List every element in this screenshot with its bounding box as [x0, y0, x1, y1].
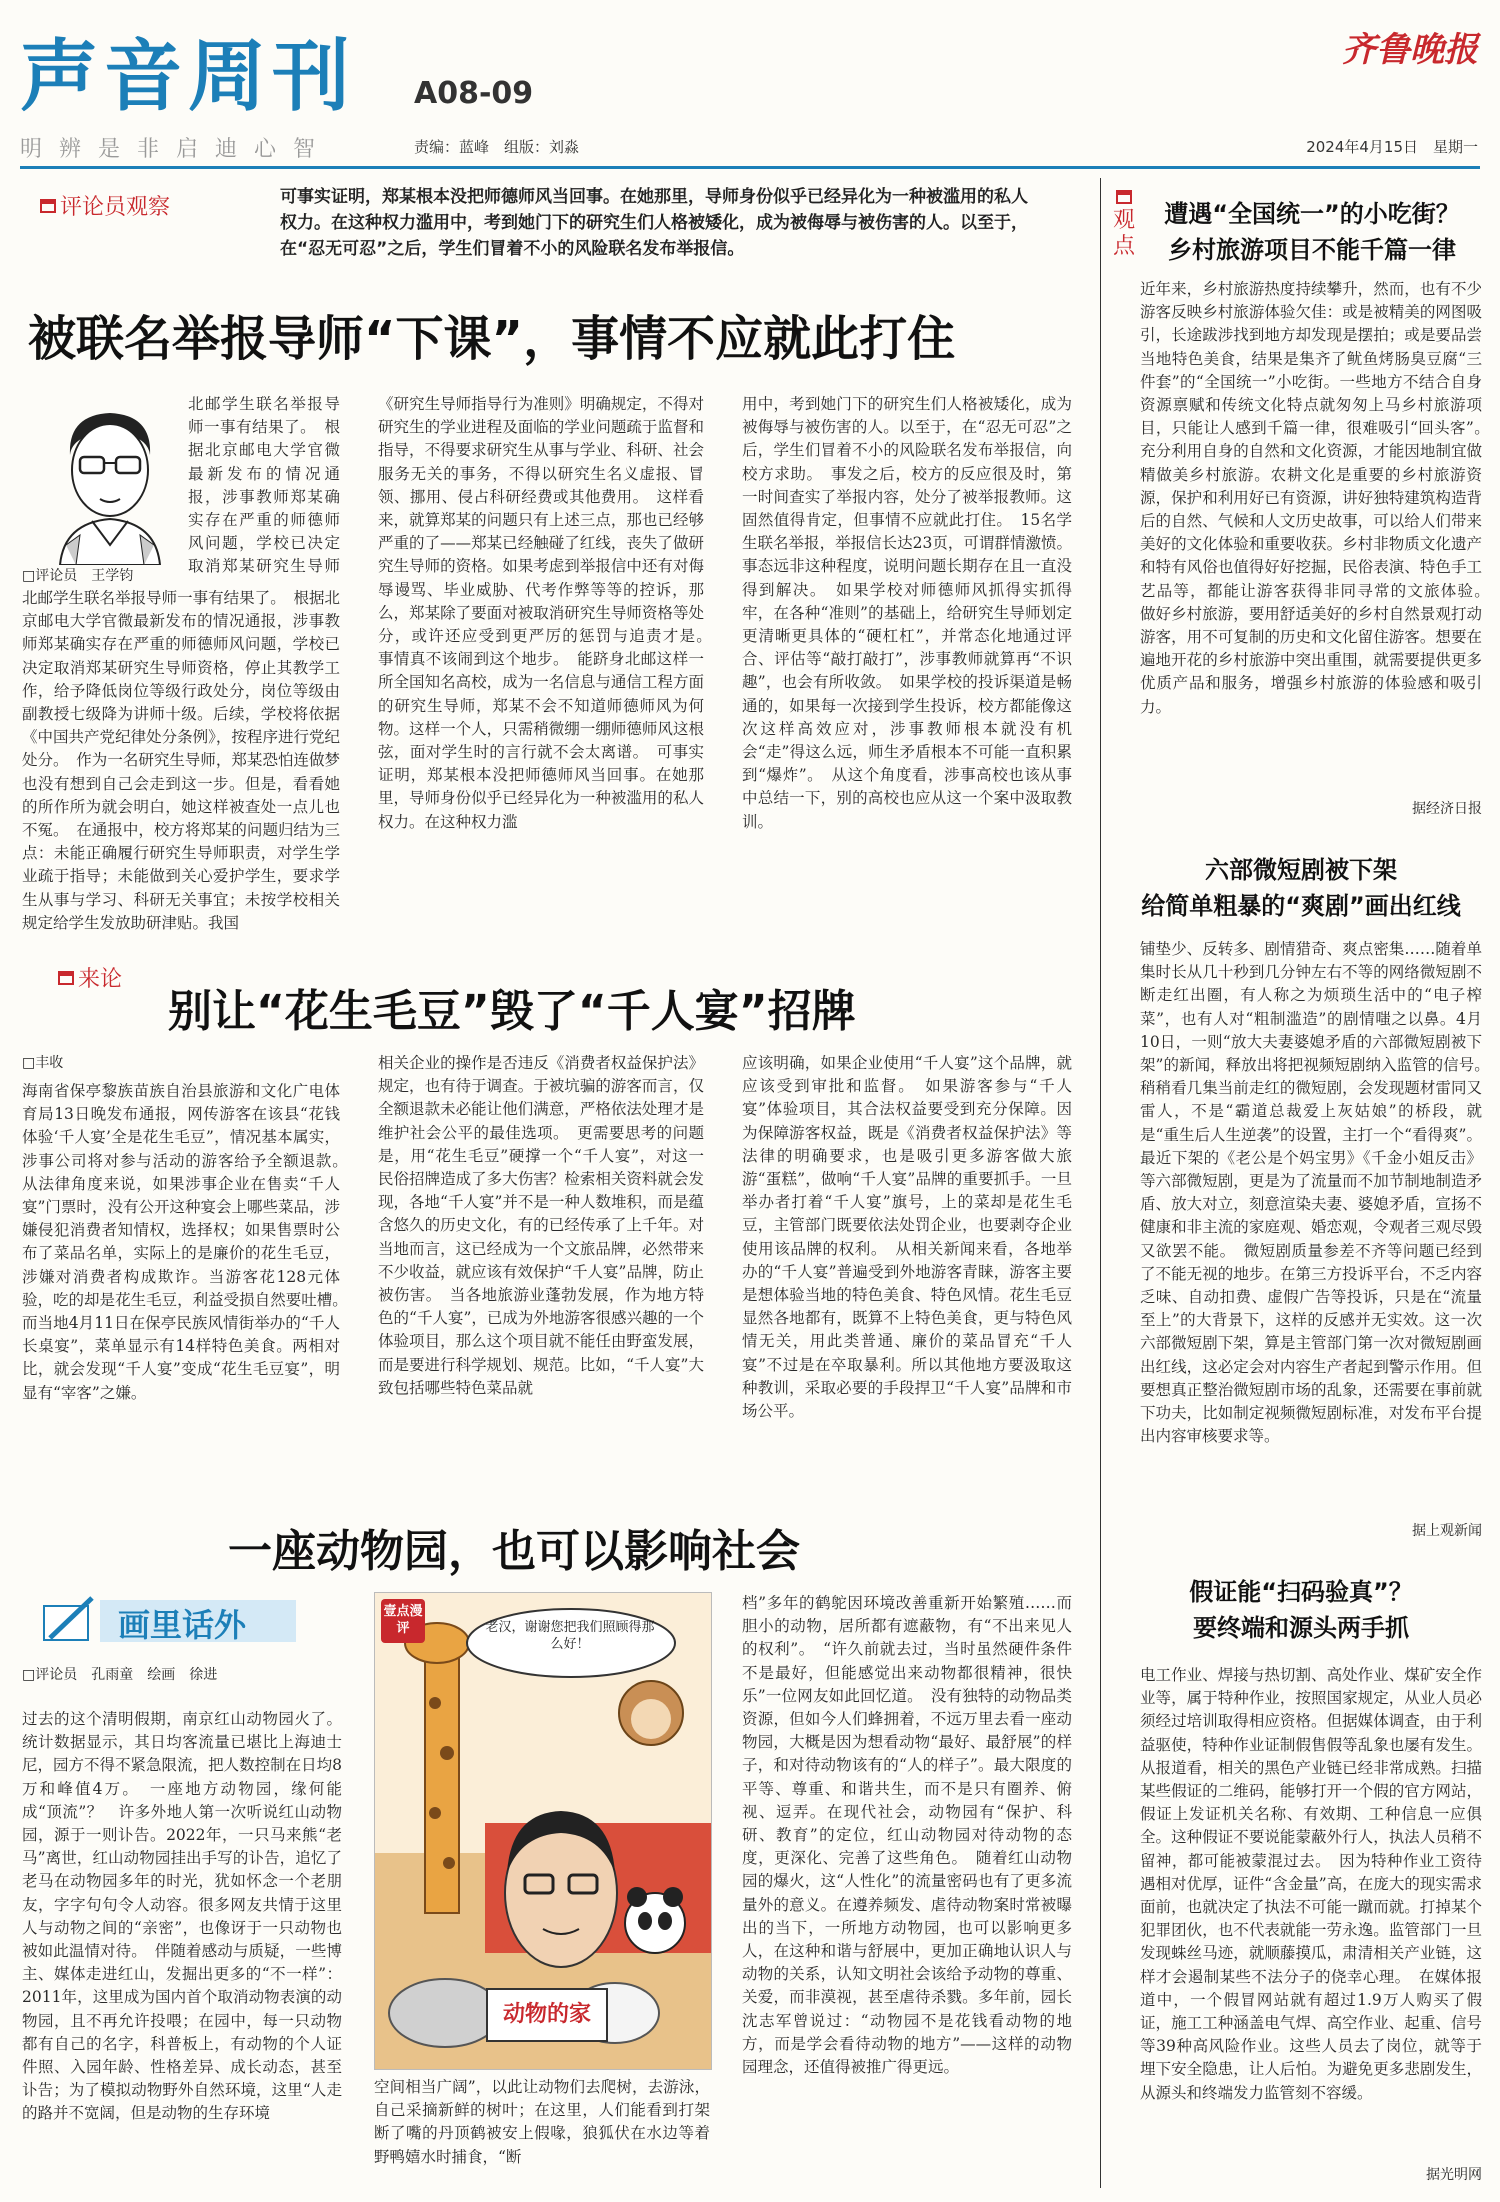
author-portrait [40, 395, 180, 565]
article2-col1: 海南省保亭黎族苗族自治县旅游和文化广电体育局13日晚发布通报，网传游客在该县“花钱体验‘千人宴’全是花生毛豆”，情况基本属实，涉事公司将对参与活动的游客给予全额退款。 从法律角度来说，如果涉事企业在售卖“千人宴”门票时，没有公开这种宴会上哪些菜品，涉嫌侵犯消费者知情权，选择权；如果售票时公布了菜品名单，实际上的是廉价的花生毛豆，涉嫌对消费者构成欺诈。当游客花128元体验，吃的却是花生毛豆，利益受损自然要吐槽。 而当地4月11日在保亭民族风情街举办的“千人长桌宴”，菜单显示有14样特色美食。两相对比，就会发现“千人宴”变成“花生毛豆宴”，明显有“宰客”之嫌。 [22, 1082, 340, 1402]
masthead-rule [20, 166, 1480, 169]
cartoon-speech-bubble: 老汉，谢谢您把我们照顾得那么好！ [485, 1620, 655, 1652]
page-number: A08-09 [414, 76, 534, 111]
article1-lead: 可事实证明，郑某根本没把师德师风当回事。在她那里，导师身份似乎已经异化为一种被滥用的私人权力。在这种权力滥用中，考到她门下的研究生们人格被矮化，成为被侮辱与被伤害的人。以至于，在“忍无可忍”之后，学生们冒着不小的风险联名发布举报信。 [280, 187, 1028, 259]
issue-date: 2024年4月15日 星期一 [1306, 138, 1478, 156]
sidebar-tag [1112, 190, 1136, 260]
sidebar-article1-body: 近年来，乡村旅游热度持续攀升，然而，也有不少游客反映乡村旅游体验欠佳：或是被精美的网图吸引，长途跋涉找到地方却发现是摆拍；或是要品尝当地特色美食，结果是集齐了鱿鱼烤肠臭豆腐“三件套”的“全国统一”小吃街。一些地方不结合自身资源禀赋和传统文化特点就匆匆上马乡村旅游项目，只能让人感到千篇一律，很难吸引“回头客”。 充分利用自身的自然和文化资源，才能因地制宜做精做美乡村旅游。农耕文化是重要的乡村旅游资源，保护和利用好已有资源，讲好独特建筑构造背后的自然、气候和人文历史故事，可以给人们带来美好的文化体验和重要收获。乡村非物质文化遗产和特有风俗也值得好好挖掘，民俗表演、特色手工艺品等，都能让游客获得非同寻常的文旅体验。 做好乡村旅游，要用舒适美好的乡村自然景观打动游客，用不可复制的历史和文化留住游客。想要在遍地开花的乡村旅游中突出重围，就需要提供更多优质产品和服务，增强乡村旅游的体验感和吸引力。 [1140, 280, 1482, 716]
article1-col3: 用中，考到她门下的研究生们人格被矮化，成为被侮辱与被伤害的人。以至于，在“忍无可忍”之后，学生们冒着不小的风险联名发布举报信，向校方求助。 事发之后，校方的反应很及时，第一时间查实了举报内容，处分了被举报教师。这固然值得肯定，但事情不应就此打住。 15名学生联名举报，举报信长达23页，可谓群情激愤。事态远非这种程度，说明问题长期存在且一直没得到解决。 如果学校对师德师风抓得实抓得牢，在各种“准则”的基础上，给研究生导师划定更清晰更具体的“硬杠杠”，并常态化地通过评合、评估等“敲打敲打”，涉事教师就算再“不识趣”，也会有所收敛。 如果学校的投诉渠道是畅通的，如果每一次接到学生投诉，校方都能像这次这样高效应对，涉事教师根本就没有机会“走”得这么远，师生矛盾根本不可能一直积累到“爆炸”。 从这个角度看，涉事高校也该从事中总结一下，别的高校也应从这一个案中汲取教训。 [742, 395, 1072, 831]
sidebar-article3-source: 据光明网 [1426, 2167, 1482, 2183]
section-tag-icon [40, 199, 56, 213]
sidebar-divider [1100, 178, 1101, 2188]
article2-headline: 别让“花生毛豆”毁了“千人宴”招牌 [168, 986, 856, 1037]
article1-col1: 北邮学生联名举报导师一事有结果了。 根据北京邮电大学官微最新发布的情况通报，涉事教师郑某确实存在严重的师德师风问题，学校已决定取消郑某研究生导师资格，停止其教学工作，给予降低岗位等级行政处分，岗位等级由副教授七级降为讲师十级。后续，学校将依据《中国共产党纪律处分条例》，按程序进行党纪处分。 作为一名研究生导师，郑某恐怕连做梦也没有想到自己会走到这一步。但是，看看她的所作所为就会明白，她这样被查处一点儿也不冤。 在通报中，校方将郑某的问题归结为三点：未能正确履行研究生导师职责，对学生学业疏于指导；未能做到关心爱护学生，要求学生从事与学习、科研无关事宜；未按学校相关规定给学生发放助研津贴。我国 [22, 589, 340, 932]
article2-col2: 相关企业的操作是否违反《消费者权益保护法》规定，也有待于调查。于被坑骗的游客而言，仅全额退款未必能让他们满意，严格依法处理才是维护社会公平的最佳选项。 更需要思考的问题是，用“花生毛豆”硬撑一个“千人宴”，对这一民俗招牌造成了多大伤害？检索相关资料就会发现，各地“千人宴”并不是一种人数堆积，而是蕴含悠久的历史文化，有的已经传承了上千年。对当地而言，这已经成为一个文旅品牌，必然带来不少收益，就应该有效保护“千人宴”品牌，防止被伤害。 当各地旅游业蓬勃发展，作为地方特色的“千人宴”，已成为外地游客很感兴趣的一个体验项目，那么这个项目就不能任由野蛮发展，而是要进行科学规划、规范。比如，“千人宴”大致包括哪些特色菜品就 [378, 1054, 704, 1397]
article3-col1: 过去的这个清明假期，南京红山动物园火了。统计数据显示，其日均客流量已堪比上海迪士尼，园方不得不紧急限流，把人数控制在日均8万和峰值4万。 一座地方动物园，缘何能成“顶流”？ 许多外地人第一次听说红山动物园，源于一则讣告。2022年，一只马来熊“老马”离世，红山动物园挂出手写的讣告，追忆了老马在动物园多年的时光，犹如怀念一个老朋友，字字句句令人动容。很多网友共情于这里人与动物之间的“亲密”，也像讶于一只动物也被如此温情对待。 伴随着感动与质疑，一些博主、媒体走进红山，发掘出更多的“不一样”：2011年，这里成为国内首个取消动物表演的动物园，且不再允许投喂；在园中，每一只动物都有自己的名字，科普板上，有动物的个人证件照、入园年龄、性格差异、成长动态，甚至讣告；为了模拟动物野外自然环境，这里“人走的路并不宽阔，但是动物的生存环境 [22, 1710, 342, 2123]
sidebar-article2-body: 铺垫少、反转多、剧情猎奇、爽点密集……随着单集时长从几十秒到几分钟左右不等的网络微短剧不断走红出圈，有人称之为烦琐生活中的“电子榨菜”，也有人对“粗制滥造”的剧情嗤之以鼻。4月10日，一则“放大夫妻婆媳矛盾的六部微短剧被下架”的新闻，释放出将把视频短剧纳入监管的信号。 稍稍看几集当前走红的微短剧，会发现题材雷同又雷人，不是“霸道总裁爱上灰姑娘”的桥段，就是“重生后人生逆袭”的设置，主打一个“看得爽”。最近下架的《老公是个妈宝男》《千金小姐反击》等六部微短剧，更是为了流量而不加节制地制造矛盾、放大对立，刻意渲染夫妻、婆媳矛盾，宣扬不健康和非主流的家庭观、婚恋观，令观者三观尽毁又欲罢不能。 微短剧质量参差不齐等问题已经到了不能无视的地步。在第三方投诉平台，不乏内容乏味、自动扣费、虚假广告等投诉，只是在“流量至上”的大背景下，这样的反感并无实效。这一次六部微短剧下架，算是主管部门第一次对微短剧画出红线，这必定会对内容生产者起到警示作用。但要想真正整治微短剧市场的乱象，还需要在事前就下功夫，比如制定视频微短剧标准，对发布平台提出内容审核要求等。 [1140, 940, 1482, 1446]
section-tag-label: 来论 [78, 967, 123, 992]
section-tag-label: 评论员观察 [60, 195, 171, 220]
sidebar-article3-title-line1: 假证能“扫码验真”？ [1189, 1578, 1413, 1606]
article3-headline: 一座动物园，也可以影响社会 [228, 1526, 800, 1577]
article1-byline: □评论员 王学钧 [22, 568, 134, 584]
sidebar-article2-source: 据上观新闻 [1412, 1523, 1482, 1539]
article1-col2: 《研究生导师指导行为准则》明确规定，不得对研究生的学业进程及面临的学业问题疏于监督和指导，不得要求研究生从事与学业、科研、社会服务无关的事务，不得以研究生名义虚报、冒领、挪用、侵占科研经费或其他费用。 这样看来，就算郑某的问题只有上述三点，那也已经够严重的了——郑某已经触碰了红线，丧失了做研究生导师的资格。如果考虑到举报信中还有对侮辱谩骂、毕业威胁、代考作弊等等的控诉，那么，郑某除了要面对被取消研究生导师资格等处分，或许还应受到更严厉的惩罚与追责才是。 事情真不该闹到这个地步。 能跻身北邮这样一所全国知名高校，成为一名信息与通信工程方面的研究生导师，郑某不会不知道师德师风为何物。这样一个人，只需稍微绷一绷师德师风这根弦，面对学生时的言行就不会太离谱。 可事实证明，郑某根本没把师德师风当回事。在她那里，导师身份似乎已经异化为一种被滥用的私人权力。在这种权力滥 [378, 395, 704, 831]
masthead-title: 声音周刊 [20, 32, 357, 122]
sidebar-article1-title-line2: 乡村旅游项目不能千篇一律 [1168, 236, 1456, 264]
zoo-cartoon [374, 1592, 712, 2070]
section-tag-guest [58, 962, 122, 993]
sidebar-article1-title [1142, 196, 1482, 268]
sidebar-article3-body: 电工作业、焊接与热切割、高处作业、煤矿安全作业等，属于特种作业，按照国家规定，从业人员必须经过培训取得相应资格。但据媒体调查，由于利益驱使，特种作业证制假售假等乱象也屡有发生。从报道看，相关的黑色产业链已经非常成熟。扫描某些假证的二维码，能够打开一个假的官方网站，假证上发证机关名称、有效期、工种信息一应俱全。这种假证不要说能蒙蔽外行人，执法人员稍不留神，都可能被蒙混过去。 因为特种作业工资待遇相对优厚，证件“含金量”高，在庞大的现实需求面前，也就决定了执法不可能一蹴而就。打掉某个犯罪团伙，也不代表就能一劳永逸。监管部门一旦发现蛛丝马迹，就顺藤摸瓜，肃清相关产业链，这样才会遏制某些不法分子的侥幸心理。 在媒体报道中，一个假冒网站就有超过1.9万人购买了假证，施工工种涵盖电气焊、高空作业、起重、信号等39种高风险作业。这些人员去了岗位，就等于埋下安全隐患，让人后怕。为避免更多悲剧发生，从源头和终端发力监管刻不容缓。 [1140, 1666, 1482, 2102]
sidebar-tag-icon [1116, 190, 1132, 204]
sidebar-article3-title-line2: 要终端和源头两手抓 [1193, 1614, 1409, 1642]
article3-byline: □评论员 孔雨童 绘画 徐进 [22, 1667, 218, 1683]
sidebar-tag-label: 观点 [1112, 208, 1135, 259]
article3-col2: 空间相当广阔”，以此让动物们去爬树，去游泳，自己采摘新鲜的树叶；在这里，人们能看到打架断了嘴的丹顶鹤被安上假喙，狼狐伏在水边等着野鸭嬉水时捕食，“断 [374, 2078, 710, 2166]
article3-col3: 档”多年的鹤鸵因环境改善重新开始繁殖……而胆小的动物，居所都有遮蔽物，有“不出来见人的权利”。 “许久前就去过，当时虽然硬件条件不是最好，但能感觉出来动物都很精神，很快乐”一位网友如此回忆道。 没有独特的动物品类资源，但如今人们蜂拥着，不远万里去看一座动物园，大概是因为想看动物“最好、最舒展”的样子，和对待动物该有的“人的样子”。最大限度的平等、尊重、和谐共生，而不是只有圈养、俯视、逗弄。在现代社会，动物园有“保护、科研、教育”的定位，红山动物园对待动物的态度，更深化、完善了这些角色。 随着红山动物园的爆火，这“人性化”的流量密码也有了更多流量外的意义。在遵养频发、虐待动物案时常被曝出的当下，一所地方动物园，也可以影响更多人，在这种和谐与舒展中，更加正确地认识人与动物的关系，认知文明社会该给予动物的尊重、关爱，而非漠视，甚至虐待杀戮。多年前，园长沈志军曾说过：“动物园不是花钱看动物的地方，而是学会看待动物的地方”——这样的动物园理念，还值得被推广得更远。 [742, 1594, 1072, 2077]
article2-col3: 应该明确，如果企业使用“千人宴”这个品牌，就应该受到审批和监督。 如果游客参与“千人宴”体验项目，其合法权益要受到充分保障。因为保障游客权益，既是《消费者权益保护法》等法律的明确要求，也是吸引更多游客做大旅游“蛋糕”，做响“千人宴”品牌的重要抓手。一旦举办者打着“千人宴”旗号，上的菜却是花生毛豆，主管部门既要依法处罚企业，也要剥夺企业使用该品牌的权利。 从相关新闻来看，各地举办的“千人宴”普遍受到外地游客青睐，游客主要是想体验当地的特色美食、特色风情。花生毛豆显然各地都有，既算不上特色美食，更与特色风情无关，用此类普通、廉价的菜品冒充“千人宴”不过是在卒取暴利。所以其他地方要汲取这种教训，采取必要的手段捍卫“千人宴”品牌和市场公平。 [742, 1054, 1072, 1421]
sidebar-article2-title-line1: 六部微短剧被下架 [1205, 856, 1397, 884]
article1-headline: 被联名举报导师“下课”，事情不应就此打住 [28, 311, 956, 367]
section-banner-label: 画里话外 [118, 1606, 247, 1644]
sidebar-article1-source: 据经济日报 [1412, 801, 1482, 817]
sidebar-article1-title-line1: 遭遇“全国统一”的小吃街？ [1164, 200, 1460, 228]
sidebar-article2-title-line2: 给简单粗暴的“爽剧”画出红线 [1141, 892, 1461, 920]
section-banner-cartoon [40, 1592, 300, 1648]
editors-credit: 责编：蓝峰 组版：刘淼 [414, 138, 580, 156]
sidebar-article3-title [1116, 1574, 1486, 1646]
masthead-motto: 明辨是非启迪心智 [20, 137, 333, 162]
newspaper-brand-logo: 齐鲁晚报 [1342, 30, 1478, 70]
sidebar-article2-title [1116, 852, 1486, 924]
section-tag-commentator [40, 190, 170, 221]
cartoon-sign: 动物的家 [502, 2002, 591, 2027]
article2-byline: □丰收 [22, 1055, 64, 1071]
section-tag-icon [58, 971, 74, 985]
cartoon-badge: 壹点漫评 [383, 1604, 423, 1636]
article1-col1-top: 北邮学生联名举报导师一事有结果了。 根据北京邮电大学官微最新发布的情况通报，涉事教师郑某确实存在严重的师德师风问题，学校已决定取消郑某研究生导师 [188, 395, 340, 576]
